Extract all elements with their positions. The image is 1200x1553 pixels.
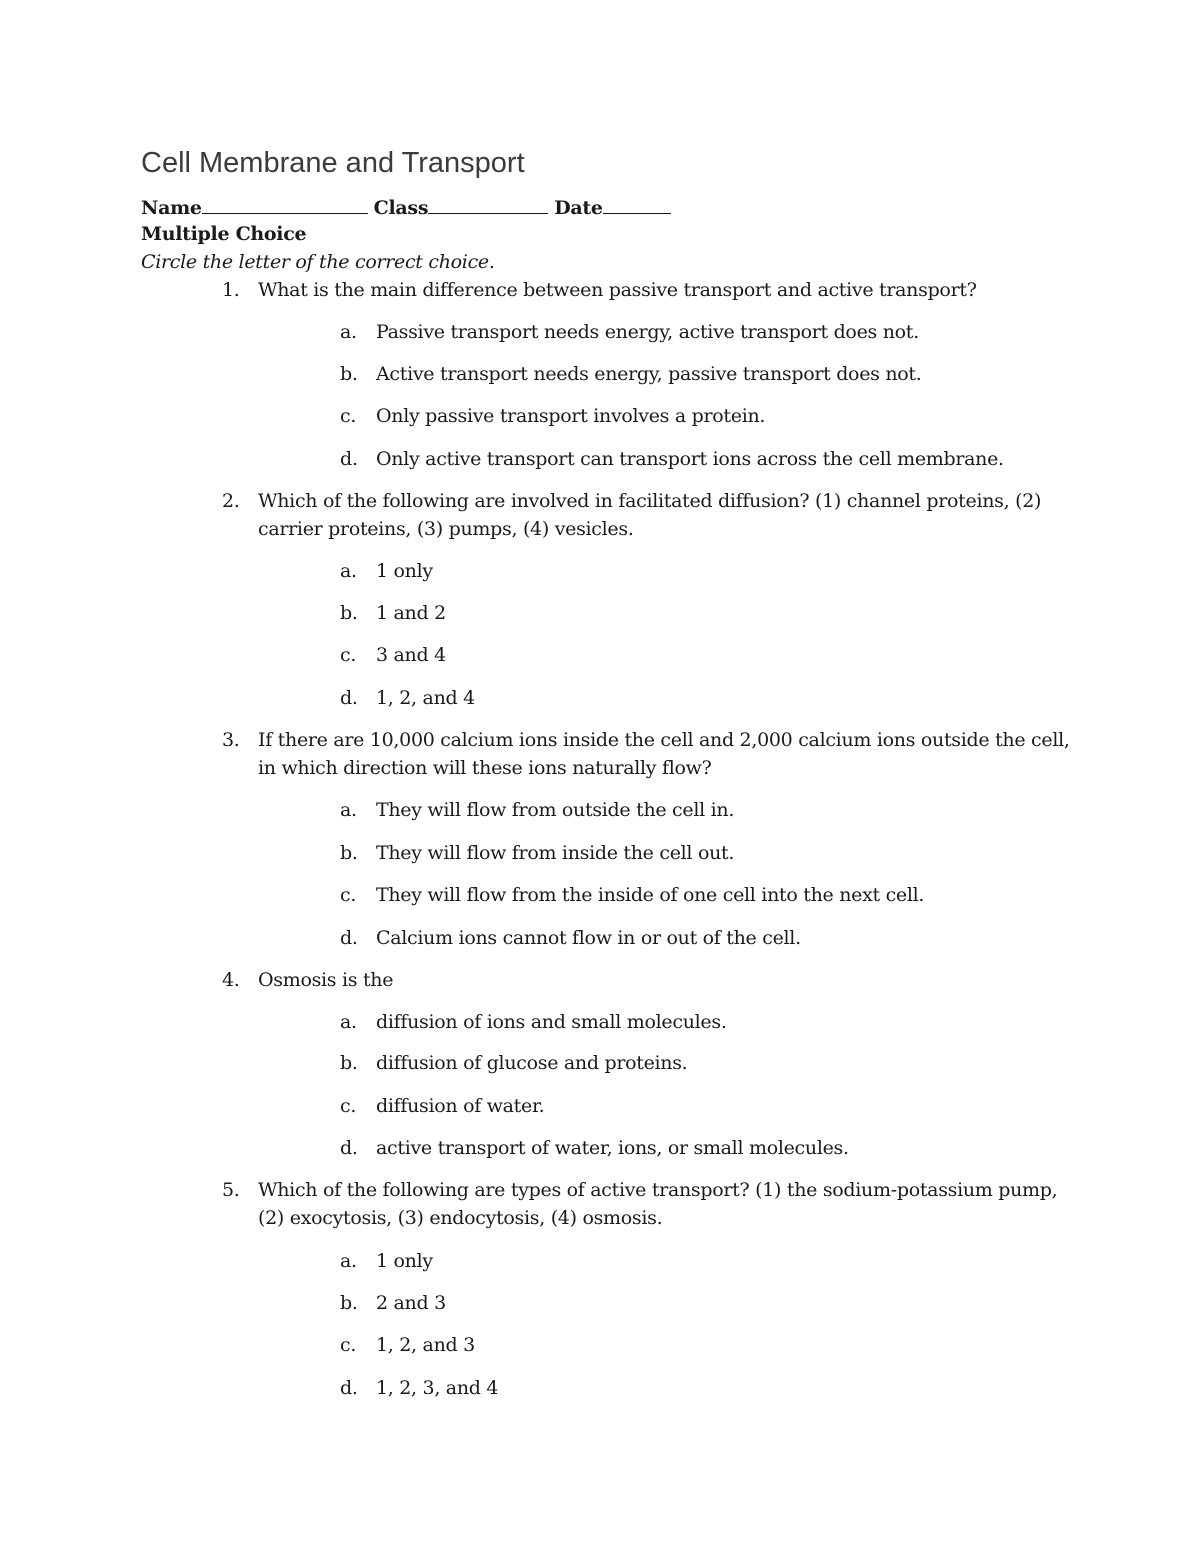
section-title: Multiple Choice	[141, 223, 307, 245]
option-1d[interactable]	[340, 445, 1004, 473]
option-4b[interactable]	[340, 1049, 687, 1077]
option-letter: c.	[340, 1334, 357, 1356]
name-blank[interactable]	[202, 193, 368, 214]
question-number: 5.	[222, 1179, 240, 1201]
option-letter: b.	[340, 1292, 358, 1314]
option-letter: d.	[340, 687, 358, 709]
question-text: Which of the following are involved in facilitated diffusion? (1) channel proteins, (2) carrier proteins, (3) pumps, (4) vesicles.	[258, 490, 1042, 540]
question-1	[222, 276, 1082, 304]
option-letter: a.	[340, 1250, 357, 1272]
option-text: Passive transport needs energy, active transport does not.	[376, 321, 919, 343]
option-5c[interactable]	[340, 1331, 475, 1359]
option-text: They will flow from inside the cell out.	[376, 842, 735, 864]
option-letter: c.	[340, 1095, 357, 1117]
question-text: Which of the following are types of active transport? (1) the sodium-potassium pump, (2) exocytosis, (3) endocytosis, (4) osmosis.	[258, 1179, 1058, 1229]
question-number: 3.	[222, 729, 240, 751]
option-2b[interactable]	[340, 599, 446, 627]
option-5b[interactable]	[340, 1289, 446, 1317]
question-5	[222, 1176, 1082, 1232]
option-text: 1 only	[376, 1250, 433, 1272]
option-text: 1 and 2	[376, 602, 446, 624]
class-blank[interactable]	[428, 193, 548, 214]
option-letter: b.	[340, 602, 358, 624]
option-5a[interactable]	[340, 1247, 433, 1275]
option-3d[interactable]	[340, 924, 801, 952]
option-text: Only active transport can transport ions across the cell membrane.	[376, 448, 1004, 470]
option-text: They will flow from the inside of one cell into the next cell.	[376, 884, 925, 906]
option-3c[interactable]	[340, 881, 924, 909]
option-4d[interactable]	[340, 1134, 849, 1162]
question-text: Osmosis is the	[258, 969, 394, 991]
option-2a[interactable]	[340, 557, 433, 585]
page-title: Cell Membrane and Transport	[141, 147, 525, 179]
option-letter: c.	[340, 405, 357, 427]
option-1c[interactable]	[340, 402, 765, 430]
option-text: diffusion of ions and small molecules.	[376, 1011, 727, 1033]
question-text: What is the main difference between passive transport and active transport?	[258, 279, 977, 301]
option-4c[interactable]	[340, 1092, 544, 1120]
option-3b[interactable]	[340, 839, 734, 867]
class-label: Class	[373, 197, 429, 219]
option-5d[interactable]	[340, 1374, 498, 1402]
option-text: 2 and 3	[376, 1292, 446, 1314]
option-letter: a.	[340, 321, 357, 343]
question-4	[222, 966, 1082, 994]
option-letter: b.	[340, 363, 358, 385]
option-letter: d.	[340, 1137, 358, 1159]
option-letter: c.	[340, 884, 357, 906]
option-text: Calcium ions cannot flow in or out of the cell.	[376, 927, 801, 949]
option-text: 1 only	[376, 560, 433, 582]
option-text: 1, 2, and 3	[376, 1334, 475, 1356]
option-text: They will flow from outside the cell in.	[376, 799, 735, 821]
option-letter: b.	[340, 1052, 358, 1074]
question-text: If there are 10,000 calcium ions inside the cell and 2,000 calcium ions outside the cell, in which direction will these ions naturally flow?	[258, 729, 1070, 779]
option-text: diffusion of glucose and proteins.	[376, 1052, 688, 1074]
option-letter: c.	[340, 644, 357, 666]
option-text: Only passive transport involves a protein.	[376, 405, 766, 427]
option-text: Active transport needs energy, passive transport does not.	[376, 363, 922, 385]
option-text: 1, 2, 3, and 4	[376, 1377, 499, 1399]
question-number: 2.	[222, 490, 240, 512]
option-text: active transport of water, ions, or small molecules.	[376, 1137, 849, 1159]
option-3a[interactable]	[340, 796, 734, 824]
question-2	[222, 487, 1082, 543]
question-number: 1.	[222, 279, 240, 301]
date-label: Date	[554, 197, 603, 219]
question-number: 4.	[222, 969, 240, 991]
option-letter: a.	[340, 560, 357, 582]
option-letter: d.	[340, 927, 358, 949]
name-label: Name	[141, 197, 202, 219]
option-letter: d.	[340, 1377, 358, 1399]
date-blank[interactable]	[603, 193, 671, 214]
option-text: 1, 2, and 4	[376, 687, 475, 709]
option-1b[interactable]	[340, 360, 922, 388]
option-letter: d.	[340, 448, 358, 470]
option-text: 3 and 4	[376, 644, 446, 666]
student-info-line	[141, 193, 677, 222]
option-letter: a.	[340, 799, 357, 821]
option-letter: b.	[340, 842, 358, 864]
option-text: diffusion of water.	[376, 1095, 545, 1117]
question-3	[222, 726, 1082, 782]
option-2d[interactable]	[340, 684, 475, 712]
option-4a[interactable]	[340, 1008, 727, 1036]
option-letter: a.	[340, 1011, 357, 1033]
option-2c[interactable]	[340, 641, 446, 669]
instruction-text: Circle the letter of the correct choice.	[141, 251, 495, 273]
option-1a[interactable]	[340, 318, 919, 346]
